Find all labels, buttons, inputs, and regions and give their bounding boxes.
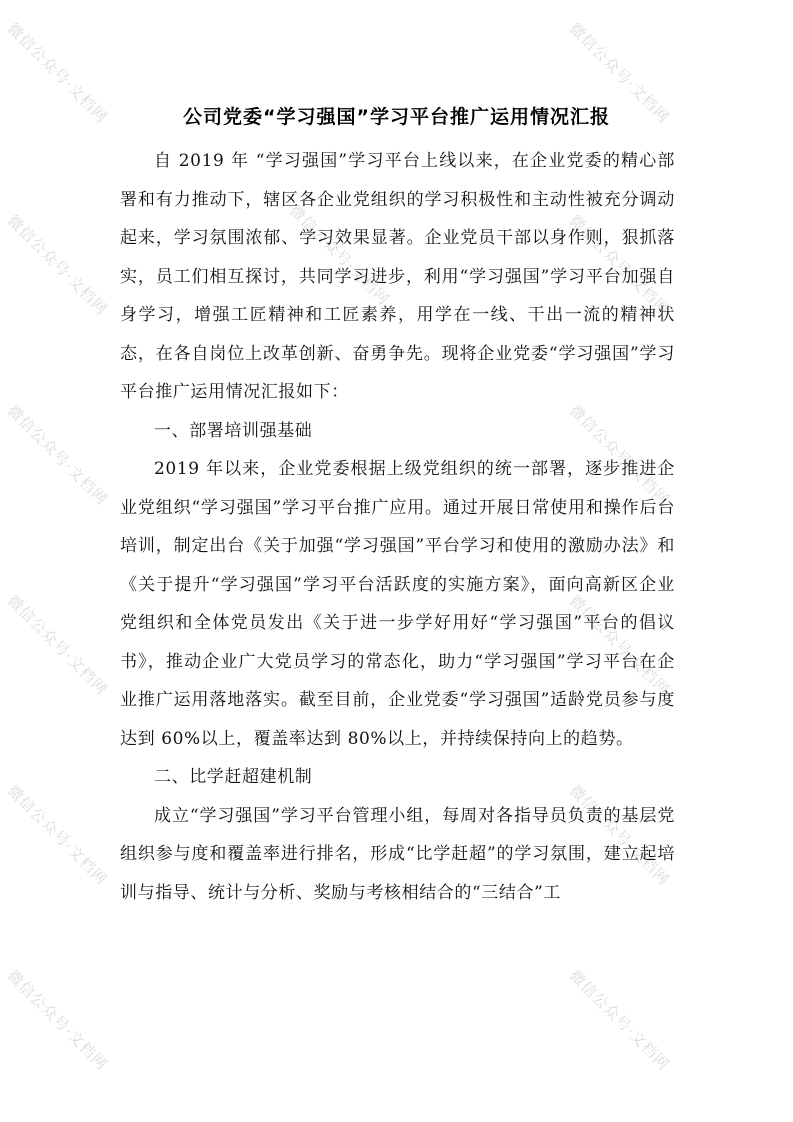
paragraph-section-2: 成立“学习强国”学习平台管理小组，每周对各指导员负责的基层党组织参与度和覆盖率进行排名，形成“比学赶超”的学习氛围，建立起培训与指导、统计与分析、奖励与考核相结合的“三结合”工: [120, 805, 675, 903]
watermark: 微信公众号·文档网: [565, 781, 674, 889]
paragraph-intro: 自 2019 年 “学习强国”学习平台上线以来，在企业党委的精心部署和有力推动下，辖区各企业党组织的学习积极性和主动性被充分调动起来，学习氛围浓郁、学习效果显著。企业党员干部以身作则，狠抓落实，员工们相互探讨，共同学习进步，利用“学习强国”学习平台加强自身学习，增强工匠精神和工匠素养，用学在一线、干出一流的精神状态，在各自岗位上改革创新、奋勇争先。现将企业党委“学习强国”学习平台推广运用情况汇报如下：: [120, 151, 675, 402]
watermark: 微信公众号·文档网: [3, 781, 112, 889]
watermark: 微信公众号·文档网: [3, 401, 112, 509]
watermark: 微信公众号·文档网: [3, 966, 112, 1074]
document-title: 公司党委“学习强国”学习平台推广运用情况汇报: [183, 106, 610, 128]
watermark: 微信公众号·文档网: [565, 401, 674, 509]
watermark: 微信公众号·文档网: [3, 19, 112, 127]
watermark: 微信公众号·文档网: [565, 211, 674, 319]
watermark: 微信公众号·文档网: [565, 19, 674, 127]
watermark: 微信公众号·文档网: [3, 211, 112, 319]
watermark: 微信公众号·文档网: [285, 201, 394, 309]
watermark: 微信公众号·文档网: [3, 591, 112, 699]
watermark: 微信公众号·文档网: [565, 591, 674, 699]
document-body: [120, 142, 675, 912]
section-heading-1: 一、部署培训强基础: [154, 420, 313, 441]
paragraph-section-1: 2019 年以来，企业党委根据上级党组织的统一部署，逐步推进企业党组织“学习强国”学习平台推广应用。通过开展日常使用和操作后台培训，制定出台《关于加强“学习强国”平台学习和使用的激励办法》和《关于提升“学习强国”学习平台活跃度的实施方案》，面向高新区企业党组织和全体党员发出《关于进一步学好用好“学习强国”平台的倡议书》，推动企业广大党员学习的常态化，助力“学习强国”学习平台在企业推广运用落地落实。截至目前，企业党委“学习强国”适龄党员参与度达到 60%以上，覆盖率达到 80%以上，并持续保持向上的趋势。: [120, 459, 675, 749]
watermark: 微信公众号·文档网: [565, 966, 674, 1074]
section-heading-2: 二、比学赶超建机制: [154, 767, 313, 787]
